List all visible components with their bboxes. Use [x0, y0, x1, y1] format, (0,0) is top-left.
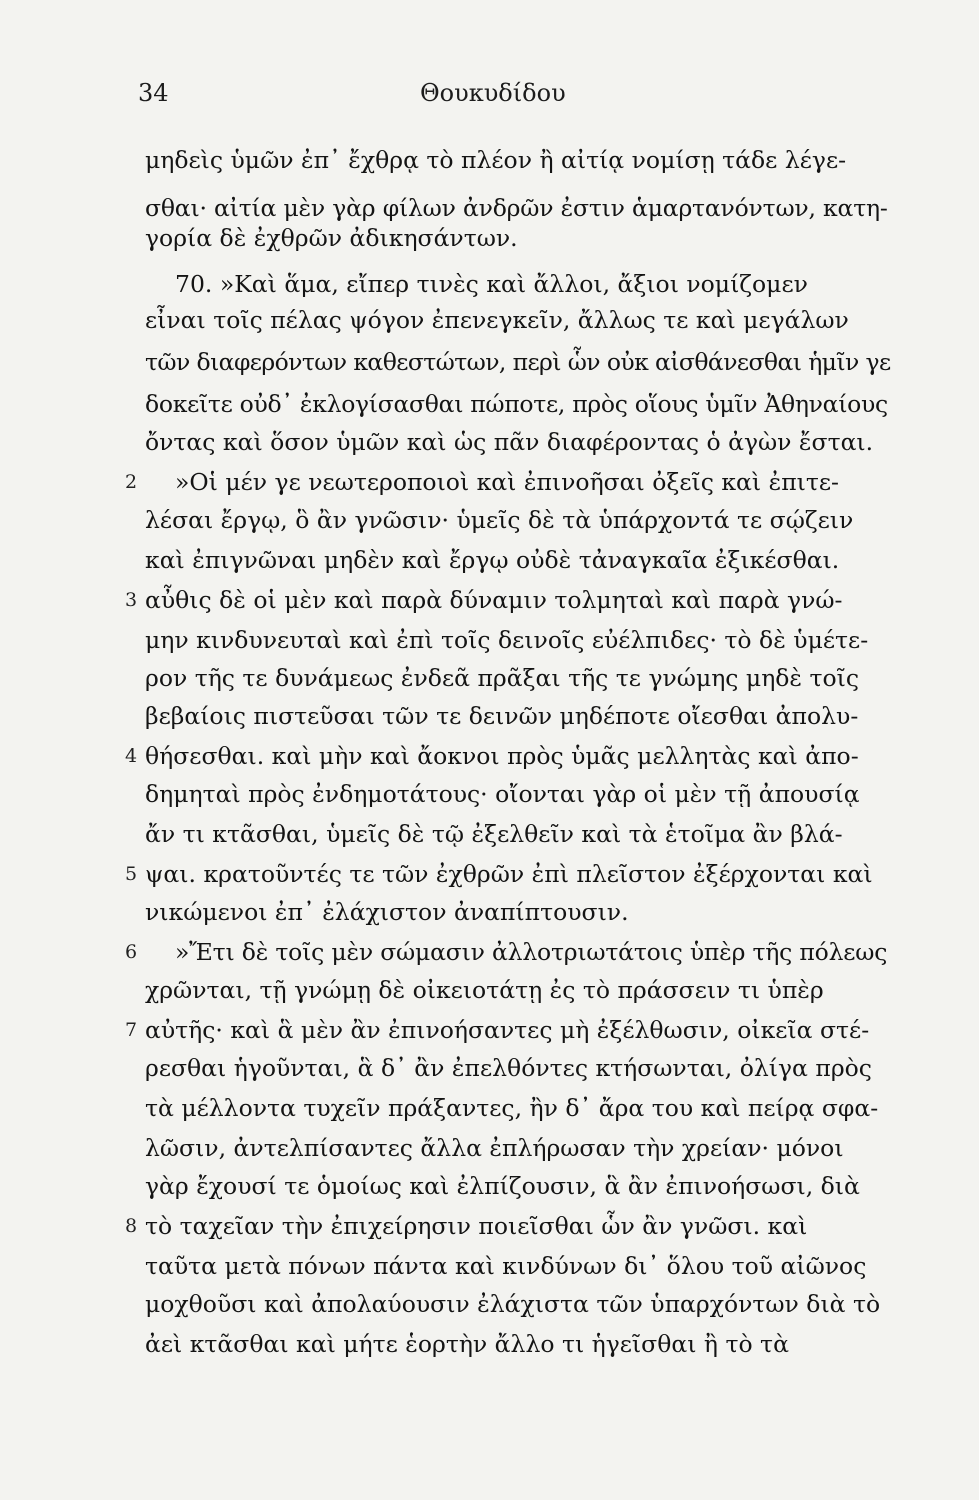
section-number: 6	[125, 941, 138, 963]
text-line: ρον τῆς τε δυνάμεως ἐνδεᾶ πρᾶξαι τῆς τε γνώμης μηδὲ τοῖς	[145, 664, 860, 692]
text-line: εἶναι τοῖς πέλας ψόγον ἐπενεγκεῖν, ἄλλως τε καὶ μεγάλων	[145, 306, 849, 334]
text-line: χρῶνται, τῇ γνώμῃ δὲ οἰκειοτάτῃ ἐς τὸ πράσσειν τι ὑπὲρ	[145, 976, 824, 1004]
text-line: γὰρ ἔχουσί τε ὁμοίως καὶ ἐλπίζουσιν, ἃ ἂν ἐπινοήσωσι, διὰ	[145, 1172, 860, 1200]
text-line: ταῦτα μετὰ πόνων πάντα καὶ κινδύνων δι᾽ ὅλου τοῦ αἰῶνος	[145, 1252, 867, 1280]
text-line: »Ἔτι δὲ τοῖς μὲν σώμασιν ἀλλοτριωτάτοις ὑπὲρ τῆς πόλεως	[175, 938, 888, 966]
section-number: 8	[125, 1215, 138, 1237]
text-line: ἄν τι κτᾶσθαι, ὑμεῖς δὲ τῷ ἐξελθεῖν καὶ τὰ ἑτοῖμα ἂν βλά-	[145, 820, 843, 848]
text-line: αὖθις δὲ οἱ μὲν καὶ παρὰ δύναμιν τολμηταὶ καὶ παρὰ γνώ-	[145, 586, 843, 614]
text-line: δοκεῖτε οὐδ᾽ ἐκλογίσασθαι πώποτε, πρὸς οἵους ὑμῖν Ἀθηναίους	[145, 390, 888, 418]
section-number: 3	[125, 589, 138, 611]
text-line: μην κινδυνευταὶ καὶ ἐπὶ τοῖς δεινοῖς εὐέλπιδες· τὸ δὲ ὑμέτε-	[145, 626, 869, 654]
text-line: 70. »Καὶ ἅμα, εἴπερ τινὲς καὶ ἄλλοι, ἄξιοι νομίζομεν	[175, 270, 808, 298]
text-line: ρεσθαι ἡγοῦνται, ἃ δ᾽ ἂν ἐπελθόντες κτήσωνται, ὀλίγα πρὸς	[145, 1054, 872, 1082]
text-line: μοχθοῦσι καὶ ἀπολαύουσιν ἐλάχιστα τῶν ὑπαρχόντων διὰ τὸ	[145, 1290, 881, 1318]
text-line: ψαι. κρατοῦντές τε τῶν ἐχθρῶν ἐπὶ πλεῖστον ἐξέρχονται καὶ	[145, 860, 873, 888]
section-number: 4	[125, 745, 138, 767]
text-line: δημηταὶ πρὸς ἐνδημοτάτους· οἴονται γὰρ οἱ μὲν τῇ ἀπουσίᾳ	[145, 780, 860, 808]
section-number: 7	[125, 1019, 138, 1041]
text-line: αὐτῆς· καὶ ἃ μὲν ἂν ἐπινοήσαντες μὴ ἐξέλθωσιν, οἰκεῖα στέ-	[145, 1016, 870, 1044]
text-line: λῶσιν, ἀντελπίσαντες ἄλλα ἐπλήρωσαν τὴν χρείαν· μόνοι	[145, 1134, 844, 1162]
page-number: 34	[138, 79, 169, 107]
text-line: ἀεὶ κτᾶσθαι καὶ μήτε ἑορτὴν ἄλλο τι ἡγεῖσθαι ἢ τὸ τὰ	[145, 1330, 789, 1358]
text-line: τῶν διαφερόντων καθεστώτων, περὶ ὧν οὐκ αἰσθάνεσθαι ἡμῖν γε	[145, 348, 891, 376]
text-line: νικώμενοι ἐπ᾽ ἐλάχιστον ἀναπίπτουσιν.	[145, 898, 629, 926]
running-title: Θουκυδίδου	[420, 79, 566, 107]
text-line: μηδεὶς ὑμῶν ἐπ᾽ ἔχθρᾳ τὸ πλέον ἢ αἰτίᾳ νομίσῃ τάδε λέγε-	[145, 146, 847, 174]
text-line: »Οἱ μέν γε νεωτεροποιοὶ καὶ ἐπινοῆσαι ὀξεῖς καὶ ἐπιτε-	[175, 468, 839, 496]
text-line: σθαι· αἰτία μὲν γὰρ φίλων ἀνδρῶν ἐστιν ἁμαρτανόντων, κατη-	[145, 194, 888, 222]
text-line: θήσεσθαι. καὶ μὴν καὶ ἄοκνοι πρὸς ὑμᾶς μελλητὰς καὶ ἀπο-	[145, 742, 859, 770]
text-line: βεβαίοις πιστεῦσαι τῶν τε δεινῶν μηδέποτε οἴεσθαι ἀπολυ-	[145, 702, 859, 730]
section-number: 2	[125, 471, 138, 493]
text-line: γορία δὲ ἐχθρῶν ἀδικησάντων.	[145, 224, 518, 252]
section-number: 5	[125, 863, 138, 885]
text-line: καὶ ἐπιγνῶναι μηδὲν καὶ ἔργῳ οὐδὲ τἀναγκαῖα ἐξικέσθαι.	[145, 546, 840, 574]
text-line: τὸ ταχεῖαν τὴν ἐπιχείρησιν ποιεῖσθαι ὧν ἂν γνῶσι. καὶ	[145, 1212, 808, 1240]
text-line: τὰ μέλλοντα τυχεῖν πράξαντες, ἢν δ᾽ ἄρα του καὶ πείρᾳ σφα-	[145, 1094, 879, 1122]
text-line: λέσαι ἔργῳ, ὃ ἂν γνῶσιν· ὑμεῖς δὲ τὰ ὑπάρχοντά τε σῴζειν	[145, 506, 854, 534]
text-line: ὄντας καὶ ὅσον ὑμῶν καὶ ὡς πᾶν διαφέροντας ὁ ἀγὼν ἔσται.	[145, 428, 874, 456]
